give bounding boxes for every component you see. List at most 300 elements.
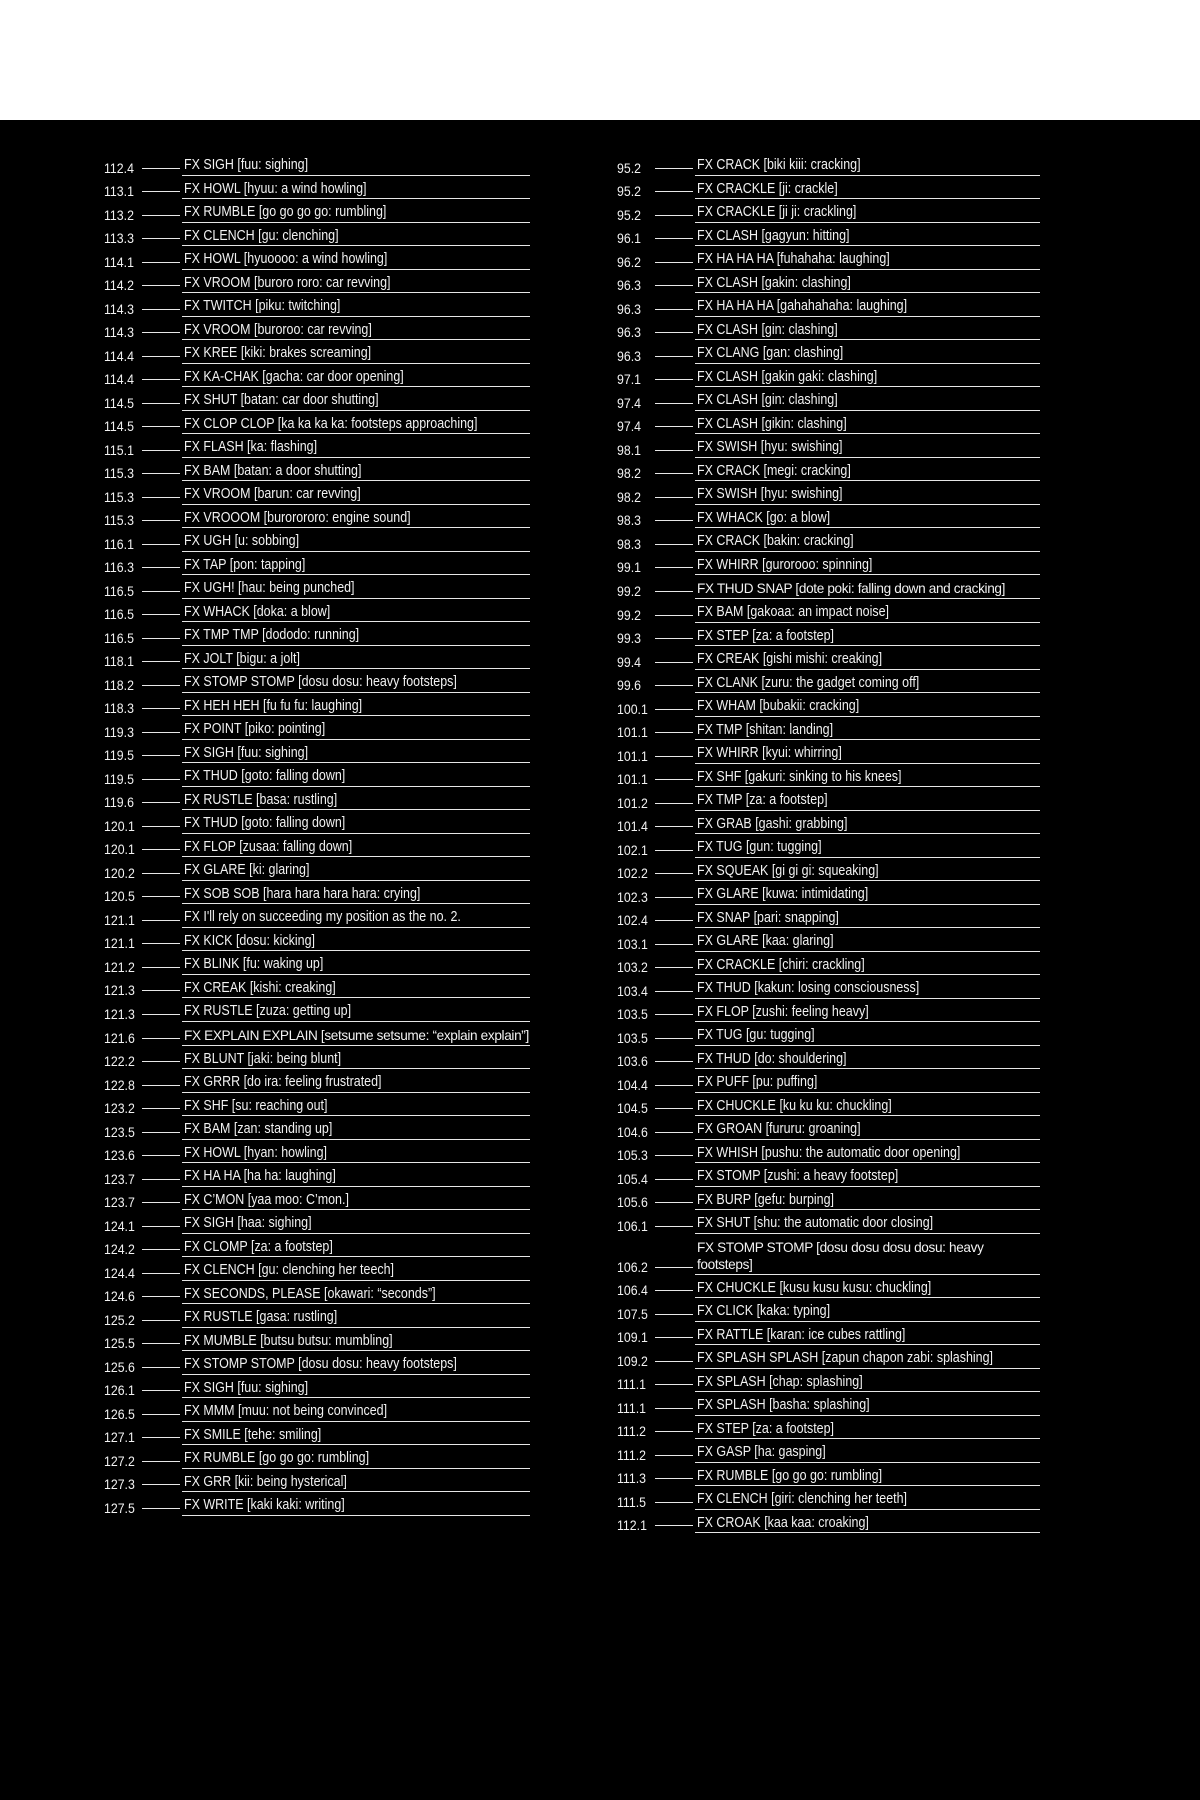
leader-line xyxy=(655,497,693,498)
fx-translation-cell xyxy=(182,463,530,482)
fx-entry xyxy=(617,1444,1040,1463)
page-panel-number: 96.3 xyxy=(617,277,641,293)
fx-entry xyxy=(104,815,530,834)
fx-entry xyxy=(617,1303,1040,1322)
page-panel-number: 97.4 xyxy=(617,418,641,434)
fx-translation: FX HOWL [hyuu: a wind howling] xyxy=(184,180,367,197)
fx-translation: FX WHISH [pushu: the automatic door opening] xyxy=(697,1144,961,1161)
fx-translation: FX MMM [muu: not being convinced] xyxy=(184,1403,388,1419)
leader-line xyxy=(142,1367,180,1368)
fx-translation: FX UGH! [hau: being punched] xyxy=(184,580,355,596)
fx-translation-cell xyxy=(182,1403,530,1422)
fx-translation-cell xyxy=(695,839,1040,858)
fx-translation-cell xyxy=(695,251,1040,270)
page-panel-number: 102.2 xyxy=(617,865,648,881)
fx-translation: FX RUSTLE [basa: rustling] xyxy=(184,791,338,808)
fx-entry xyxy=(617,910,1040,929)
fx-translation-cell xyxy=(695,157,1040,176)
fx-translation: FX CHUCKLE [kusu kusu kusu: chuckling] xyxy=(697,1279,932,1296)
leader-line xyxy=(142,1508,180,1509)
fx-translation-cell xyxy=(695,1145,1040,1164)
page-panel-number: 105.4 xyxy=(617,1170,648,1187)
page-panel-number: 121.3 xyxy=(104,982,135,998)
page-panel-number: 115.3 xyxy=(104,488,134,505)
fx-translation-cell xyxy=(182,345,530,364)
fx-translation-cell xyxy=(182,416,530,435)
fx-entry xyxy=(104,1003,530,1022)
page-panel-number: 127.5 xyxy=(104,1499,135,1516)
page-panel-number: 103.1 xyxy=(617,935,648,952)
fx-translation: FX GRAB [gashi: grabbing] xyxy=(697,815,848,832)
fx-translation: FX STOMP STOMP [dosu dosu: heavy footsteps] xyxy=(184,1356,457,1372)
page-panel-number: 122.8 xyxy=(104,1076,135,1093)
page-panel-number: 120.1 xyxy=(104,817,135,834)
fx-translation-cell xyxy=(182,815,530,834)
fx-translation-cell xyxy=(182,1051,530,1070)
fx-entry xyxy=(617,1491,1040,1510)
fx-translation: FX CLICK [kaka: typing] xyxy=(697,1303,831,1319)
fx-translation: FX CLASH [gikin: clashing] xyxy=(697,415,847,432)
fx-entry xyxy=(617,1397,1040,1416)
fx-translation-cell xyxy=(182,157,530,176)
fx-entry xyxy=(104,1215,530,1234)
page-panel-number: 101.4 xyxy=(617,818,648,834)
leader-line xyxy=(142,732,180,733)
page-panel-number: 122.2 xyxy=(104,1053,135,1069)
fx-entry xyxy=(104,1098,530,1117)
fx-translation: FX TMP TMP [dododo: running] xyxy=(184,627,360,643)
fx-translation: FX GLARE [kuwa: intimidating] xyxy=(697,886,869,902)
leader-line xyxy=(142,473,180,474)
fx-translation: FX RUMBLE [go go go go: rumbling] xyxy=(184,204,387,220)
page-panel-number: 96.2 xyxy=(617,253,641,270)
leader-line xyxy=(142,1414,180,1415)
leader-line xyxy=(142,1461,180,1462)
fx-entry xyxy=(104,1051,530,1070)
fx-translation: FX THUD SNAP [dote poki: falling down and cracking] xyxy=(697,581,1006,596)
leader-line xyxy=(142,567,180,568)
fx-entry xyxy=(617,1215,1040,1234)
fx-entry xyxy=(617,1327,1040,1346)
fx-entry xyxy=(617,1121,1040,1140)
fx-entry xyxy=(104,1239,530,1258)
leader-line xyxy=(655,591,693,592)
leader-line xyxy=(142,168,180,169)
page-panel-number: 98.1 xyxy=(617,441,641,458)
page-panel-number: 98.2 xyxy=(617,465,641,481)
page-panel-number: 99.6 xyxy=(617,677,641,693)
fx-entry xyxy=(104,298,530,317)
fx-translation: FX CHUCKLE [ku ku ku: chuckling] xyxy=(697,1097,892,1114)
fx-translation-cell xyxy=(182,1098,530,1117)
fx-entry xyxy=(617,1239,1040,1275)
fx-translation-cell xyxy=(182,1168,530,1187)
page-panel-number: 112.1 xyxy=(617,1517,647,1533)
leader-line xyxy=(655,544,693,545)
fx-translation-cell xyxy=(182,580,530,599)
fx-translation: FX WRITE [kaki kaki: writing] xyxy=(184,1497,345,1513)
fx-translation-cell xyxy=(182,1356,530,1375)
page-panel-number: 101.2 xyxy=(617,794,648,811)
page-panel-number: 123.5 xyxy=(104,1123,135,1140)
fx-translation: FX SHF [gakuri: sinking to his knees] xyxy=(697,768,902,785)
page-panel-number: 106.1 xyxy=(617,1217,648,1234)
fx-translation: FX WHACK [doka: a blow] xyxy=(184,603,331,620)
leader-line xyxy=(142,238,180,239)
fx-entry xyxy=(617,839,1040,858)
fx-translation-cell xyxy=(695,204,1040,223)
fx-translation-cell xyxy=(695,1327,1040,1346)
fx-entry xyxy=(617,675,1040,694)
fx-entry xyxy=(104,909,530,928)
leader-line xyxy=(142,1273,180,1274)
page-panel-number: 97.1 xyxy=(617,371,641,387)
fx-translation: FX CRACK [bakin: cracking] xyxy=(697,533,854,549)
fx-entry xyxy=(104,510,530,529)
fx-translation-cell xyxy=(182,1192,530,1211)
leader-line xyxy=(655,615,693,616)
page-panel-number: 96.3 xyxy=(617,300,641,317)
leader-line xyxy=(142,520,180,521)
fx-translation: FX RUMBLE [go go go: rumbling] xyxy=(697,1467,883,1484)
fx-translation-cell xyxy=(695,557,1040,576)
fx-translation-cell xyxy=(695,1192,1040,1211)
fx-translation: FX WHACK [go: a blow] xyxy=(697,509,831,526)
fx-entry xyxy=(617,698,1040,717)
fx-translation: FX CLASH [gagyun: hitting] xyxy=(697,227,850,244)
fx-translation: FX CLENCH [gu: clenching] xyxy=(184,227,339,244)
page-panel-number: 126.1 xyxy=(104,1382,135,1398)
fx-entry xyxy=(104,1121,530,1140)
fx-translation-cell xyxy=(695,1350,1040,1369)
page-panel-number: 99.4 xyxy=(617,653,641,670)
fx-translation: FX CLANK [zuru: the gadget coming off] xyxy=(697,674,920,691)
fx-entry xyxy=(104,604,530,623)
fx-entry xyxy=(104,557,530,576)
page-panel-number: 111.5 xyxy=(617,1493,647,1510)
fx-translation-cell xyxy=(182,909,530,928)
page-panel-number: 102.1 xyxy=(617,841,648,858)
fx-translation-cell xyxy=(182,933,530,952)
page-panel-number: 103.5 xyxy=(617,1029,648,1046)
page-panel-number: 123.7 xyxy=(104,1194,135,1210)
leader-line xyxy=(142,967,180,968)
page-panel-number: 124.6 xyxy=(104,1288,135,1304)
fx-translation: FX POINT [piko: pointing] xyxy=(184,721,326,737)
page-panel-number: 124.2 xyxy=(104,1241,135,1257)
leader-line xyxy=(142,1085,180,1086)
fx-entry xyxy=(617,1280,1040,1299)
fx-entry xyxy=(104,1027,530,1046)
fx-translation-cell xyxy=(182,1239,530,1258)
fx-translation: FX HOWL [hyan: howling] xyxy=(184,1144,328,1161)
fx-entry xyxy=(617,204,1040,223)
fx-translation: FX TMP [za: a footstep] xyxy=(697,792,828,808)
page-panel-number: 118.1 xyxy=(104,653,134,669)
fx-entry xyxy=(104,839,530,858)
fx-translation: FX CRACKLE [ji ji: crackling] xyxy=(697,204,857,220)
fx-translation: FX BAM [gakoaa: an impact noise] xyxy=(697,604,889,620)
fx-entry xyxy=(104,627,530,646)
fx-translation-cell xyxy=(182,627,530,646)
fx-translation: FX TUG [gun: tugging] xyxy=(697,839,822,855)
leader-line xyxy=(142,755,180,756)
fx-translation: FX FLASH [ka: flashing] xyxy=(184,439,318,455)
leader-line xyxy=(655,1337,693,1338)
fx-translation-cell xyxy=(695,863,1040,882)
fx-translation: FX UGH [u: sobbing] xyxy=(184,533,300,549)
fx-translation: FX SNAP [pari: snapping] xyxy=(697,909,839,926)
page-panel-number: 107.5 xyxy=(617,1305,648,1322)
page-panel-number: 127.2 xyxy=(104,1452,135,1469)
leader-line xyxy=(142,1061,180,1062)
fx-entry xyxy=(617,792,1040,811)
fx-translation: FX CRACK [biki kiii: cracking] xyxy=(697,157,861,173)
page-panel-number: 116.5 xyxy=(104,629,134,646)
page-panel-number: 125.2 xyxy=(104,1311,135,1328)
leader-line xyxy=(142,638,180,639)
leader-line xyxy=(142,191,180,192)
page-panel-number: 118.3 xyxy=(104,700,134,716)
leader-line xyxy=(142,1226,180,1227)
fx-entry xyxy=(104,1309,530,1328)
fx-entry xyxy=(104,745,530,764)
fx-entry xyxy=(104,345,530,364)
fx-entry xyxy=(617,181,1040,200)
fx-entry xyxy=(104,228,530,247)
fx-translation-cell xyxy=(182,604,530,623)
fx-translation: FX CRACKLE [chiri: crackling] xyxy=(697,956,865,973)
page-panel-number: 101.1 xyxy=(617,724,648,740)
fx-translation-cell xyxy=(695,1239,1040,1275)
fx-translation: FX STEP [za: a footstep] xyxy=(697,1420,835,1437)
leader-line xyxy=(655,356,693,357)
page-panel-number: 120.5 xyxy=(104,888,135,904)
fx-translation: FX STOMP STOMP [dosu dosu: heavy footsteps] xyxy=(184,674,457,690)
fx-translation-cell xyxy=(695,510,1040,529)
fx-translation-cell xyxy=(182,956,530,975)
leader-line xyxy=(142,1202,180,1203)
fx-translation: FX SPLASH [chap: splashing] xyxy=(697,1373,863,1390)
page-panel-number: 111.1 xyxy=(617,1376,647,1392)
leader-line xyxy=(142,685,180,686)
page-panel-number: 127.3 xyxy=(104,1476,135,1492)
fx-entry xyxy=(104,1262,530,1281)
page-panel-number: 121.6 xyxy=(104,1029,135,1046)
fx-translation: FX KICK [dosu: kicking] xyxy=(184,932,315,949)
fx-translation: FX STOMP [zushi: a heavy footstep] xyxy=(697,1168,899,1184)
page-panel-number: 106.2 xyxy=(617,1258,648,1275)
page-panel-number: 98.3 xyxy=(617,535,641,552)
leader-line xyxy=(655,1290,693,1291)
fx-translation: FX FLOP [zushi: feeling heavy] xyxy=(697,1003,869,1020)
leader-line xyxy=(655,991,693,992)
fx-translation: FX GROAN [fururu: groaning] xyxy=(697,1121,861,1137)
leader-line xyxy=(655,1384,693,1385)
leader-line xyxy=(655,1155,693,1156)
fx-entry xyxy=(104,439,530,458)
page-panel-number: 99.2 xyxy=(617,606,641,623)
fx-translation-cell xyxy=(695,416,1040,435)
fx-translation-cell xyxy=(695,181,1040,200)
fx-translation-cell xyxy=(695,792,1040,811)
page-panel-number: 121.3 xyxy=(104,1005,135,1022)
fx-translation-cell xyxy=(695,886,1040,905)
fx-translation: FX BAM [zan: standing up] xyxy=(184,1121,333,1137)
fx-translation-cell xyxy=(182,886,530,905)
page-panel-number: 96.3 xyxy=(617,347,641,364)
fx-translation-cell xyxy=(182,557,530,576)
fx-entry xyxy=(617,1192,1040,1211)
leader-line xyxy=(655,1314,693,1315)
page-panel-number: 115.3 xyxy=(104,465,134,481)
fx-translation: FX PUFF [pu: puffing] xyxy=(697,1074,818,1090)
leader-line xyxy=(142,1296,180,1297)
fx-translation-cell xyxy=(695,698,1040,717)
fx-translation: FX TUG [gu: tugging] xyxy=(697,1027,815,1043)
leader-line xyxy=(142,614,180,615)
fx-entry xyxy=(617,980,1040,999)
fx-entry xyxy=(617,957,1040,976)
fx-translation: FX FLOP [zusaa: falling down] xyxy=(184,838,353,855)
fx-entry xyxy=(104,862,530,881)
fx-translation-cell xyxy=(182,1309,530,1328)
leader-line xyxy=(142,1155,180,1156)
fx-translation: FX VROOM [buroroo: car revving] xyxy=(184,321,372,338)
fx-translation: FX CLENCH [giri: clenching her teeth] xyxy=(697,1491,908,1507)
fx-entry xyxy=(104,204,530,223)
page-panel-number: 102.4 xyxy=(617,912,648,928)
page-panel-number: 121.1 xyxy=(104,911,135,928)
fx-translation-cell xyxy=(695,1004,1040,1023)
page-panel-number: 121.2 xyxy=(104,958,135,975)
leader-line xyxy=(142,1320,180,1321)
fx-translation-cell xyxy=(182,651,530,670)
fx-translation-cell xyxy=(695,580,1040,599)
page-panel-number: 111.2 xyxy=(617,1446,647,1463)
fx-translation-cell xyxy=(695,722,1040,741)
leader-line xyxy=(142,591,180,592)
fx-translation-cell xyxy=(182,204,530,223)
leader-line xyxy=(142,661,180,662)
page-panel-number: 127.1 xyxy=(104,1429,135,1445)
fx-translation: FX VROOM [buroro roro: car revving] xyxy=(184,274,391,291)
page-panel-number: 95.2 xyxy=(617,159,641,176)
page-panel-number: 111.2 xyxy=(617,1423,647,1439)
fx-translation-cell xyxy=(695,675,1040,694)
page-panel-number: 121.1 xyxy=(104,935,135,951)
page-panel-number: 106.4 xyxy=(617,1282,648,1298)
leader-line xyxy=(142,497,180,498)
fx-translation: FX CREAK [kishi: creaking] xyxy=(184,979,336,996)
fx-translation: FX SECONDS, PLEASE [okawari: “seconds”] xyxy=(184,1285,436,1302)
page-panel-number: 124.1 xyxy=(104,1217,135,1234)
fx-entry xyxy=(617,604,1040,623)
fx-translation: FX KREE [kiki: brakes screaming] xyxy=(184,345,372,361)
fx-translation-cell xyxy=(182,1003,530,1022)
page-panel-number: 114.4 xyxy=(104,371,134,387)
fx-translation: FX CLENCH [gu: clenching her teech] xyxy=(184,1262,395,1278)
fx-entry xyxy=(104,157,530,176)
fx-entry xyxy=(104,1427,530,1446)
page-panel-number: 123.6 xyxy=(104,1147,135,1163)
fx-list-right xyxy=(617,157,1040,1538)
page-panel-number: 125.6 xyxy=(104,1358,135,1375)
fx-entry xyxy=(104,1474,530,1493)
fx-entry xyxy=(104,580,530,599)
fx-entry xyxy=(617,439,1040,458)
page-panel-number: 98.3 xyxy=(617,512,641,528)
fx-entry xyxy=(104,886,530,905)
fx-translation-cell xyxy=(695,345,1040,364)
leader-line xyxy=(142,332,180,333)
fx-translation: FX MUMBLE [butsu butsu: mumbling] xyxy=(184,1332,393,1349)
fx-entry xyxy=(104,1497,530,1516)
page-panel-number: 119.6 xyxy=(104,794,134,810)
fx-translation-cell xyxy=(695,298,1040,317)
fx-entry xyxy=(104,980,530,999)
page-panel-number: 101.1 xyxy=(617,747,648,764)
fx-entry xyxy=(617,1468,1040,1487)
fx-translation-cell xyxy=(182,862,530,881)
leader-line xyxy=(142,1132,180,1133)
fx-translation-cell xyxy=(695,628,1040,647)
fx-translation: FX HA HA HA [gahahahaha: laughing] xyxy=(697,298,908,314)
fx-entry xyxy=(104,1074,530,1093)
fx-entry xyxy=(617,816,1040,835)
fx-translation-cell xyxy=(182,792,530,811)
fx-translation: FX CLASH [gin: clashing] xyxy=(697,321,838,338)
page-panel-number: 95.2 xyxy=(617,183,641,199)
page-panel-number: 103.4 xyxy=(617,982,648,999)
leader-line xyxy=(655,567,693,568)
leader-line xyxy=(142,943,180,944)
fx-translation-cell xyxy=(182,1074,530,1093)
fx-translation-cell xyxy=(182,980,530,999)
fx-entry xyxy=(617,1027,1040,1046)
leader-line xyxy=(655,1226,693,1227)
fx-translation: FX GLARE [ki: glaring] xyxy=(184,862,310,878)
leader-line xyxy=(142,309,180,310)
fx-translation-cell xyxy=(695,1491,1040,1510)
fx-entry xyxy=(104,1356,530,1375)
fx-translation: FX TWITCH [piku: twitching] xyxy=(184,298,341,314)
fx-translation: FX SOB SOB [hara hara hara hara: crying] xyxy=(184,885,421,902)
page-panel-number: 96.3 xyxy=(617,324,641,340)
fx-translation: FX CLASH [gakin: clashing] xyxy=(697,274,851,291)
page-panel-number: 104.6 xyxy=(617,1123,648,1140)
page-panel-number: 105.3 xyxy=(617,1147,648,1163)
fx-translation-cell xyxy=(182,1380,530,1399)
fx-translation: FX CLANG [gan: clashing] xyxy=(697,345,844,361)
leader-line xyxy=(655,379,693,380)
leader-line xyxy=(655,332,693,333)
leader-line xyxy=(655,1502,693,1503)
page-panel-number: 109.1 xyxy=(617,1329,648,1345)
page-panel-number: 114.4 xyxy=(104,347,134,364)
leader-line xyxy=(655,168,693,169)
page-panel-number: 123.2 xyxy=(104,1100,135,1116)
fx-entry xyxy=(104,1450,530,1469)
fx-entry xyxy=(104,322,530,341)
page-panel-number: 114.5 xyxy=(104,394,134,411)
page-panel-number: 120.1 xyxy=(104,841,135,857)
leader-line xyxy=(142,1390,180,1391)
fx-translation-cell xyxy=(182,674,530,693)
leader-line xyxy=(655,709,693,710)
fx-translation-cell xyxy=(695,745,1040,764)
fx-entry xyxy=(104,251,530,270)
